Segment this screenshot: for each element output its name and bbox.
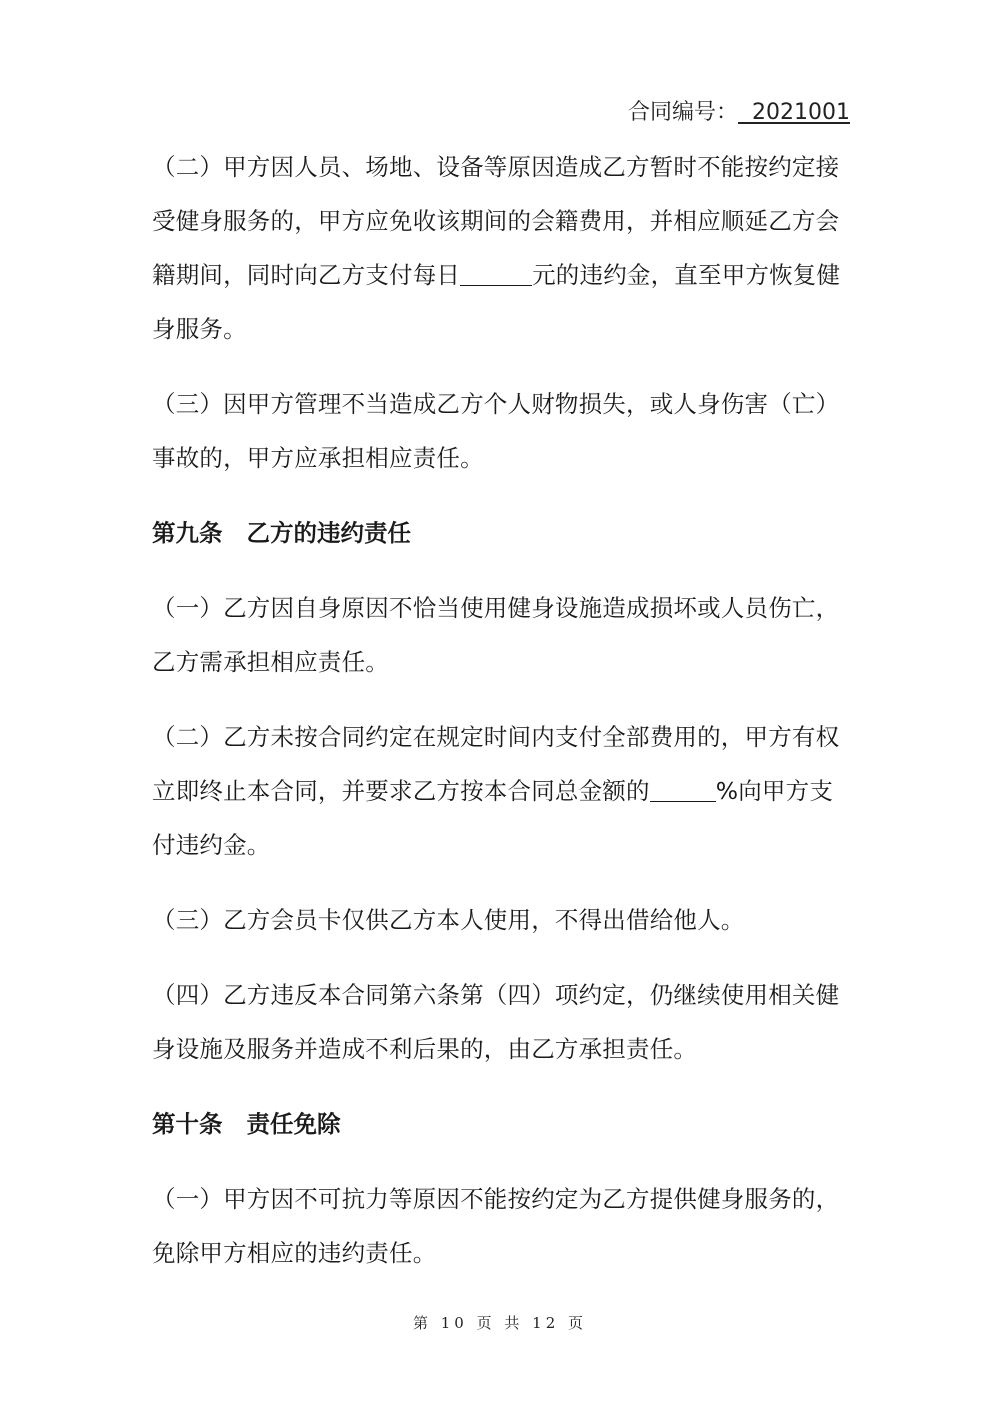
clause-text-continued: %向甲方支付违约金。 bbox=[152, 777, 834, 859]
clause-paragraph bbox=[152, 710, 852, 872]
clause-text: （四）乙方违反本合同第六条第（四）项约定，仍继续使用相关健身设施及服务并造成不利后果的，由乙方承担责任。 bbox=[152, 981, 840, 1063]
clause-text: （一）甲方因不可抗力等原因不能按约定为乙方提供健身服务的，免除甲方相应的违约责任。 bbox=[152, 1185, 840, 1267]
clause-text: （二）甲方因人员、场地、设备等原因造成乙方暂时不能按约定接受健身服务的，甲方应免收该期间的会籍费用，并相应顺延乙方会籍期间，同时向乙方支付每日 bbox=[152, 153, 840, 289]
article-heading bbox=[152, 506, 852, 560]
contract-number-text: 2021001 bbox=[752, 100, 850, 125]
clause-paragraph bbox=[152, 140, 852, 356]
contract-number-value bbox=[738, 100, 850, 125]
clause-paragraph bbox=[152, 1172, 852, 1280]
article-heading bbox=[152, 1097, 852, 1151]
article-number: 第十条 bbox=[152, 1110, 223, 1138]
clause-paragraph bbox=[152, 893, 852, 947]
article-title: 乙方的违约责任 bbox=[246, 519, 411, 547]
clause-paragraph bbox=[152, 968, 852, 1076]
footer-prefix: 第 bbox=[412, 1314, 432, 1332]
clause-text: （二）乙方未按合同约定在规定时间内支付全部费用的，甲方有权立即终止本合同，并要求乙方按本合同总金额的 bbox=[152, 723, 840, 805]
article-title: 责任免除 bbox=[246, 1110, 341, 1138]
page-footer bbox=[0, 1312, 1000, 1333]
contract-number-label: 合同编号： bbox=[628, 100, 739, 125]
fill-in-blank bbox=[650, 777, 716, 802]
clause-text: （三）因甲方管理不当造成乙方个人财物损失，或人身伤害（亡）事故的，甲方应承担相应责任。 bbox=[152, 390, 840, 472]
footer-middle: 页 共 bbox=[476, 1314, 524, 1332]
contract-number-header bbox=[628, 98, 850, 128]
total-pages: 12 bbox=[532, 1314, 560, 1332]
clause-text-continued: 元的违约金，直至甲方恢复健身服务。 bbox=[152, 261, 841, 343]
current-page-number: 10 bbox=[440, 1314, 468, 1332]
fill-in-blank bbox=[460, 261, 532, 286]
clause-paragraph bbox=[152, 581, 852, 689]
clause-paragraph bbox=[152, 377, 852, 485]
contract-body bbox=[152, 140, 852, 1301]
article-number: 第九条 bbox=[152, 519, 223, 547]
footer-suffix: 页 bbox=[568, 1314, 588, 1332]
clause-text: （三）乙方会员卡仅供乙方本人使用，不得出借给他人。 bbox=[152, 906, 745, 934]
clause-text: （一）乙方因自身原因不恰当使用健身设施造成损坏或人员伤亡，乙方需承担相应责任。 bbox=[152, 594, 840, 676]
